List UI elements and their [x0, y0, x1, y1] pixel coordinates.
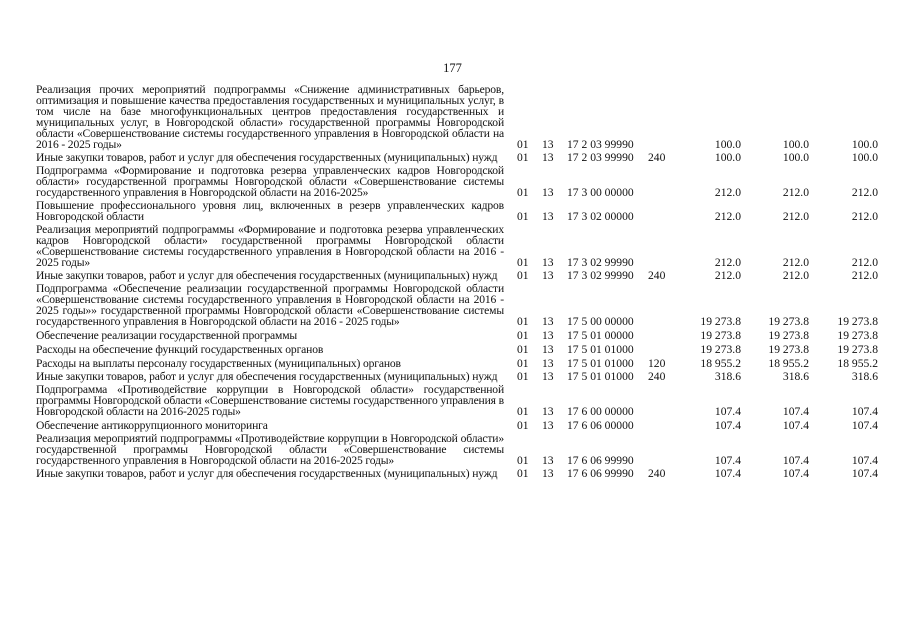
- row-amount-year3: 107.4: [851, 405, 878, 418]
- table-row: [36, 384, 886, 417]
- row-amount-year1: 19 273.8: [700, 329, 741, 342]
- row-section: 01: [517, 269, 529, 282]
- row-amount-year1: 100.0: [714, 151, 741, 164]
- row-amount-year3: 212.0: [851, 256, 878, 269]
- table-row: [36, 330, 886, 341]
- row-amount-year2: 212.0: [782, 210, 809, 223]
- row-amount-year2: 18 955.2: [768, 357, 809, 370]
- row-amount-year2: 100.0: [782, 151, 809, 164]
- row-target-article: 17 6 06 99990: [567, 454, 634, 467]
- row-subsection: 13: [542, 256, 554, 269]
- row-amount-year3: 318.6: [851, 370, 878, 383]
- row-section: 01: [517, 419, 529, 432]
- row-amount-year3: 100.0: [851, 138, 878, 151]
- row-section: 01: [517, 343, 529, 356]
- row-amount-year1: 212.0: [714, 269, 741, 282]
- row-target-article: 17 2 03 99990: [567, 138, 634, 151]
- row-name: Реализация мероприятий подпрограммы «Противодействие коррупции в Новгородской области» государственной программы Новгородской области «Совершенствование системы государственного управления в Новгородской области на 2016-2025 годы»: [36, 432, 504, 467]
- row-section: 01: [517, 405, 529, 418]
- row-subsection: 13: [542, 357, 554, 370]
- row-amount-year3: 212.0: [851, 186, 878, 199]
- row-subsection: 13: [542, 210, 554, 223]
- row-amount-year2: 107.4: [782, 467, 809, 480]
- row-amount-year1: 107.4: [714, 419, 741, 432]
- table-row: [36, 152, 886, 163]
- row-expense-type: 120: [648, 357, 666, 370]
- row-name: Реализация прочих мероприятий подпрограммы «Снижение административных барьеров, оптимизация и повышение качества предоставления государственных и муниципальных услуг, в том числе на базе многофункциональных центров предоставления государственных и муниципальных услуг, в Новгородской области» государственной программы Новгородской области «Совершенствование системы государственного управления в Новгородской области на 2016 - 2025 годы»: [36, 83, 504, 151]
- row-amount-year1: 18 955.2: [700, 357, 741, 370]
- row-section: 01: [517, 186, 529, 199]
- row-section: 01: [517, 357, 529, 370]
- row-amount-year1: 107.4: [714, 405, 741, 418]
- row-name: Иные закупки товаров, работ и услуг для обеспечения государственных (муниципальных) нужд: [36, 269, 498, 282]
- row-target-article: 17 2 03 99990: [567, 151, 634, 164]
- row-name: Обеспечение антикоррупционного мониторинга: [36, 419, 268, 432]
- row-section: 01: [517, 467, 529, 480]
- row-amount-year1: 107.4: [714, 454, 741, 467]
- row-expense-type: 240: [648, 467, 666, 480]
- row-subsection: 13: [542, 315, 554, 328]
- table-row: [36, 200, 886, 222]
- row-subsection: 13: [542, 269, 554, 282]
- row-subsection: 13: [542, 186, 554, 199]
- row-target-article: 17 5 00 00000: [567, 315, 634, 328]
- row-name: Подпрограмма «Формирование и подготовка резерва управленческих кадров Новгородской области» государственной программы Новгородской области «Совершенствование системы государственного управления в Новгородской области на 2016-2025»: [36, 164, 504, 199]
- budget-table: [36, 84, 886, 479]
- row-target-article: 17 3 00 00000: [567, 186, 634, 199]
- row-subsection: 13: [542, 138, 554, 151]
- table-row: [36, 270, 886, 281]
- row-amount-year2: 107.4: [782, 419, 809, 432]
- row-target-article: 17 5 01 00000: [567, 329, 634, 342]
- page-number: 177: [443, 61, 462, 75]
- row-subsection: 13: [542, 370, 554, 383]
- row-subsection: 13: [542, 419, 554, 432]
- row-amount-year1: 100.0: [714, 138, 741, 151]
- row-amount-year3: 107.4: [851, 419, 878, 432]
- row-name: Повышение профессионального уровня лиц, включенных в резерв управленческих кадров Новгородской области: [36, 199, 504, 223]
- table-row: [36, 165, 886, 198]
- row-amount-year3: 19 273.8: [837, 315, 878, 328]
- table-row: [36, 433, 886, 466]
- row-amount-year3: 18 955.2: [837, 357, 878, 370]
- row-amount-year1: 212.0: [714, 210, 741, 223]
- row-amount-year3: 107.4: [851, 454, 878, 467]
- row-amount-year2: 318.6: [782, 370, 809, 383]
- table-row: [36, 371, 886, 382]
- row-target-article: 17 5 01 01000: [567, 357, 634, 370]
- row-section: 01: [517, 151, 529, 164]
- row-amount-year2: 100.0: [782, 138, 809, 151]
- row-amount-year2: 107.4: [782, 405, 809, 418]
- row-name: Обеспечение реализации государственной программы: [36, 329, 298, 342]
- row-amount-year1: 212.0: [714, 256, 741, 269]
- row-target-article: 17 5 01 01000: [567, 370, 634, 383]
- row-amount-year1: 212.0: [714, 186, 741, 199]
- row-name: Расходы на выплаты персоналу государственных (муниципальных) органов: [36, 357, 401, 370]
- row-subsection: 13: [542, 454, 554, 467]
- row-target-article: 17 3 02 00000: [567, 210, 634, 223]
- row-section: 01: [517, 210, 529, 223]
- row-target-article: 17 5 01 01000: [567, 343, 634, 356]
- row-name: Иные закупки товаров, работ и услуг для обеспечения государственных (муниципальных) нужд: [36, 467, 498, 480]
- table-row: [36, 468, 886, 479]
- row-amount-year2: 212.0: [782, 186, 809, 199]
- table-row: [36, 283, 886, 327]
- row-amount-year2: 19 273.8: [768, 329, 809, 342]
- row-expense-type: 240: [648, 370, 666, 383]
- row-expense-type: 240: [648, 269, 666, 282]
- row-amount-year1: 318.6: [714, 370, 741, 383]
- row-subsection: 13: [542, 405, 554, 418]
- table-row: [36, 224, 886, 268]
- row-amount-year2: 212.0: [782, 256, 809, 269]
- row-section: 01: [517, 315, 529, 328]
- table-row: [36, 344, 886, 355]
- row-amount-year1: 19 273.8: [700, 315, 741, 328]
- row-target-article: 17 3 02 99990: [567, 256, 634, 269]
- row-section: 01: [517, 138, 529, 151]
- row-name: Подпрограмма «Противодействие коррупции в Новгородской области» государственной программы Новгородской области «Совершенствование системы государственного управления в Новгородской области на 2016-2025 годы»: [36, 383, 504, 418]
- table-row: [36, 420, 886, 431]
- row-section: 01: [517, 329, 529, 342]
- row-subsection: 13: [542, 329, 554, 342]
- row-name: Иные закупки товаров, работ и услуг для обеспечения государственных (муниципальных) нужд: [36, 370, 498, 383]
- row-name: Расходы на обеспечение функций государственных органов: [36, 343, 324, 356]
- row-section: 01: [517, 370, 529, 383]
- table-row: [36, 358, 886, 369]
- row-amount-year2: 212.0: [782, 269, 809, 282]
- row-amount-year3: 19 273.8: [837, 343, 878, 356]
- row-amount-year2: 107.4: [782, 454, 809, 467]
- row-target-article: 17 6 00 00000: [567, 405, 634, 418]
- row-name: Иные закупки товаров, работ и услуг для обеспечения государственных (муниципальных) нужд: [36, 151, 498, 164]
- row-section: 01: [517, 256, 529, 269]
- row-amount-year3: 212.0: [851, 210, 878, 223]
- row-amount-year3: 100.0: [851, 151, 878, 164]
- table-row: [36, 84, 886, 150]
- row-amount-year3: 19 273.8: [837, 329, 878, 342]
- row-target-article: 17 3 02 99990: [567, 269, 634, 282]
- row-amount-year3: 212.0: [851, 269, 878, 282]
- row-amount-year1: 107.4: [714, 467, 741, 480]
- row-target-article: 17 6 06 00000: [567, 419, 634, 432]
- row-amount-year2: 19 273.8: [768, 343, 809, 356]
- row-target-article: 17 6 06 99990: [567, 467, 634, 480]
- row-name: Подпрограмма «Обеспечение реализации государственной программы Новгородской области «Совершенствование системы государственного управления в Новгородской области на 2016 - 2025 годы»» государственной программы Новгородской области «Совершенствование системы государственного управления в Новгородской области на 2016 - 2025 годы»: [36, 282, 504, 328]
- row-section: 01: [517, 454, 529, 467]
- row-subsection: 13: [542, 343, 554, 356]
- row-subsection: 13: [542, 151, 554, 164]
- row-expense-type: 240: [648, 151, 666, 164]
- row-amount-year2: 19 273.8: [768, 315, 809, 328]
- row-amount-year3: 107.4: [851, 467, 878, 480]
- row-name: Реализация мероприятий подпрограммы «Формирование и подготовка резерва управленческих кадров Новгородской области» государственной программы Новгородской области «Совершенствование системы государственного управления в Новгородской области на 2016 - 2025 годы»: [36, 223, 504, 269]
- row-amount-year1: 19 273.8: [700, 343, 741, 356]
- row-subsection: 13: [542, 467, 554, 480]
